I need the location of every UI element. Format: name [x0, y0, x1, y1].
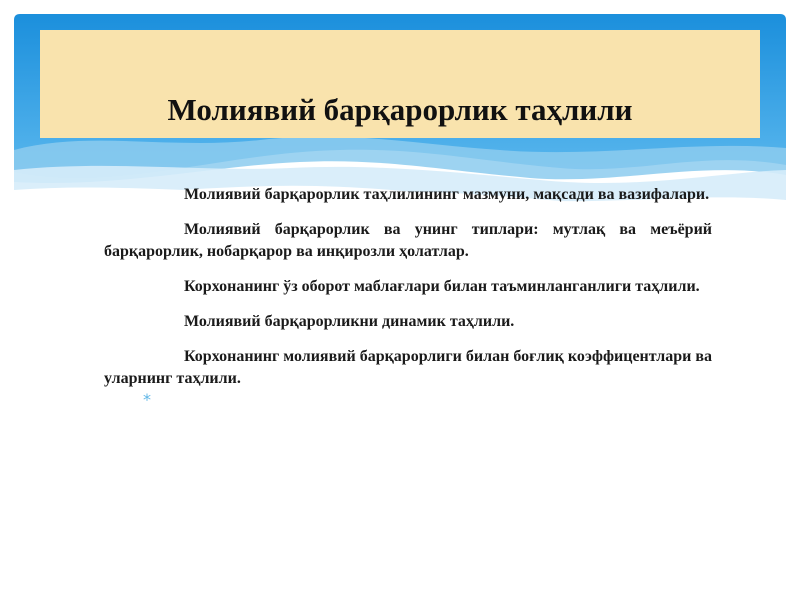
- slide-title: Молиявий барқарорлик таҳлили: [167, 92, 633, 127]
- content-body: [104, 184, 712, 403]
- paragraph-1: Молиявий барқарорлик таҳлилининг мазмуни, мақсади ва вазифалари.: [184, 186, 710, 203]
- bullet-marker: *: [143, 390, 151, 409]
- paragraph-5: Корхонанинг молиявий барқарорлиги билан боғлиқ коэффицентлари ва уларнинг таҳлили.: [104, 348, 712, 387]
- paragraph-3: Корхонанинг ўз оборот маблағлари билан таъминланганлиги таҳлили.: [184, 278, 700, 295]
- title-banner: [40, 30, 760, 138]
- paragraph-4: Молиявий барқарорликни динамик таҳлили.: [184, 313, 515, 330]
- paragraph-2: Молиявий барқарорлик ва унинг типлари: мутлақ ва меъёрий барқарорлик, нобарқарор ва инқирозли ҳолатлар.: [104, 221, 712, 260]
